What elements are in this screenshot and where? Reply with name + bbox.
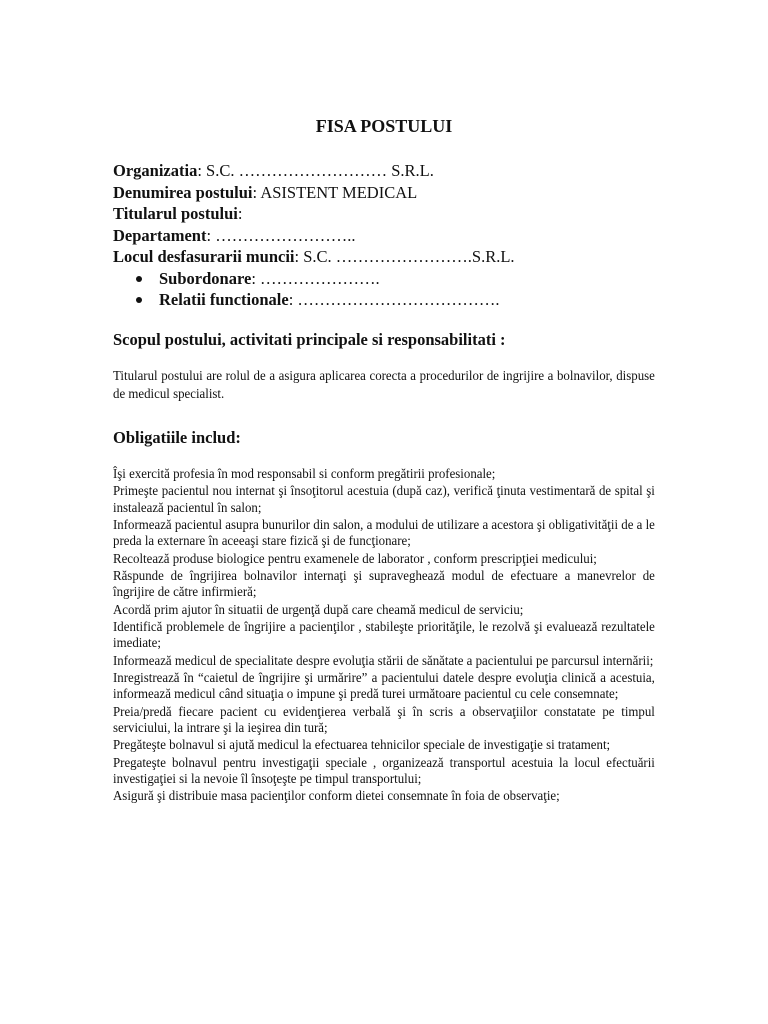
scope-heading [113,330,506,350]
organization-label: Organizatia [113,161,198,180]
organization-line [113,160,673,182]
obligation-item: Preia/predă fiecare pacient cu evidenţierea verbală şi în scris a observaţiilor constatate pe timpul serviciului, la intrare şi la ieşirea din tură; [113,704,655,736]
obligation-item: Identifică problemele de îngrijire a pacienţilor , stabileşte priorităţile, le rezolvă şi evaluează rezultatele imediate; [113,619,655,652]
job-info-block [113,160,673,311]
obligation-item: Asigură şi distribuie masa pacienţilor conform dietei consemnate în foia de observaţie; [113,789,560,805]
bullet-item-subordination [135,268,673,290]
obligations-heading [113,428,241,448]
position-value: : ASISTENT MEDICAL [252,182,418,202]
relations-label: Relatii functionale [159,290,289,309]
obligation-item: Informează pacientul asupra bunurilor din salon, a modului de utilizare a acestora şi obligativităţii de a le preda la externare în aceeaşi stare fizică şi de funcţionare; [113,517,655,550]
obligation-item: Acordă prim ajutor în situatii de urgenţă după care cheamă medicul de serviciu; [113,602,524,618]
bullet-dot-icon [136,276,142,282]
obligation-item: Pregăteşte bolnavul si ajută medicul la efectuarea tehnicilor speciale de investigaţie si tratament; [113,738,611,754]
holder-line [113,203,673,225]
department-line [113,225,673,247]
position-line [113,182,673,204]
scope-paragraph: Titularul postului are rolul de a asigura aplicarea corecta a procedurilor de ingrijire a bolnavilor, dispuse de medicul specialist. [113,369,655,402]
scope-heading-text: Scopul postului, activitati principale si responsabilitati [113,330,496,349]
organization-value: : S.C. ……………………… S.R.L. [197,161,434,180]
holder-label: Titularul postului [113,204,238,223]
document-title: FISA POSTULUI [315,116,453,136]
obligations-heading-suffix: : [235,428,241,447]
department-value: : …………………….. [206,225,356,245]
holder-value: : [237,204,243,223]
obligation-item: Răspunde de îngrijirea bolnavilor internaţi şi supraveghează modul de efectuare a manevrelor de îngrijire de către infirmieră; [113,568,655,601]
position-label: Denumirea postului [113,182,253,202]
obligation-item: Informează medicul de specialitate despre evoluţia stării de sănătate a pacientului pe parcursul internării; [113,653,654,669]
workplace-line [113,246,673,268]
subordination-label: Subordonare [159,268,252,288]
obligation-item: Recoltează produse biologice pentru examenele de laborator , conform prescripţiei medicului; [113,551,597,567]
obligation-item: Pregateşte bolnavul pentru investigaţii speciale , organizează transportul acestuia la locul efectuării investigaţiei si la nevoie îl însoţeşte pe timpul transportului; [113,755,655,787]
relations-bullet-list [113,268,673,311]
bullet-dot-icon [136,297,142,303]
obligation-item: Primeşte pacientul nou internat şi însoţitorul acestuia (după caz), verifică ţinuta vestimentară de spital şi instalează pacientul în salon; [113,484,655,516]
workplace-value: : S.C. …………………….S.R.L. [294,247,515,266]
workplace-label: Locul desfasurarii muncii [113,247,295,266]
department-label: Departament [113,225,207,245]
obligations-heading-text: Obligatiile includ [113,428,236,447]
obligation-item: Inregistrează în “caietul de îngrijire şi urmărire” a pacientului datele despre evoluţia clinică a acestuia, informează medicul când situaţia o impune şi predă turei următoare pacientul cu cele consemnate; [113,670,655,703]
obligations-list [113,467,655,807]
scope-heading-suffix: : [495,330,506,349]
bullet-item-relations [135,289,673,311]
obligation-item: Îşi exercită profesia în mod responsabil si conform pregătirii profesionale; [113,467,496,482]
relations-value: : ………………………………. [288,290,500,309]
subordination-value: : …………………. [251,268,380,288]
